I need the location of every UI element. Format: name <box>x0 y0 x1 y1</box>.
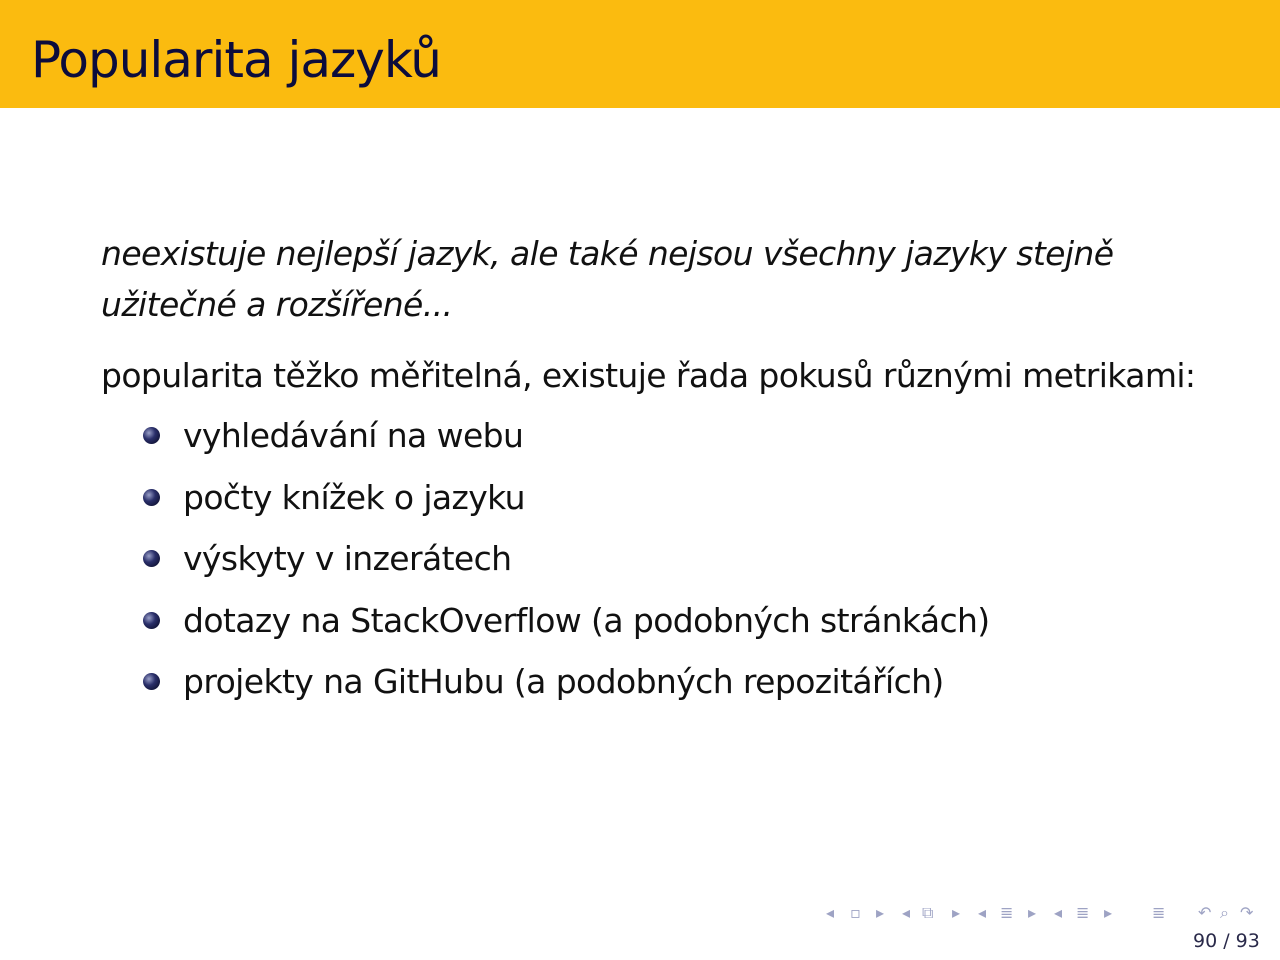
arrow-right-icon[interactable]: ▸ <box>952 903 961 922</box>
page-number: 90 / 93 <box>1193 930 1260 952</box>
arrow-left-icon[interactable]: ◂ <box>826 903 835 922</box>
subsection-icon[interactable]: ⧉ <box>922 903 934 922</box>
list-item <box>101 405 1201 467</box>
search-icon[interactable]: ⌕ <box>1220 903 1229 922</box>
bullet-icon <box>143 489 160 506</box>
back-icon[interactable]: ↶ <box>1198 903 1212 922</box>
slide-body <box>101 228 1201 713</box>
list-item-label: dotazy na StackOverflow (a podobných stránkách) <box>183 600 990 640</box>
list-item <box>101 590 1201 652</box>
list-item-label: projekty na GitHubu (a podobných repozitářích) <box>183 662 944 701</box>
navigation-bar <box>826 900 1276 926</box>
list-item-label: výskyty v inzerátech <box>183 539 512 578</box>
bullet-icon <box>143 612 160 629</box>
arrow-right-icon[interactable]: ▸ <box>876 903 885 922</box>
list-item <box>101 467 1201 529</box>
list-item <box>101 528 1201 590</box>
slide-title: Popularita jazyků <box>31 31 441 89</box>
arrow-right-icon[interactable]: ▸ <box>1028 903 1037 922</box>
list-item-label: počty knížek o jazyku <box>183 477 525 517</box>
section-icon[interactable]: ≣ <box>1076 903 1090 922</box>
paragraph-text: popularita těžko měřitelná, existuje řada pokusů různými metrikami: <box>101 356 1196 395</box>
bullet-list <box>101 405 1201 713</box>
bullet-icon <box>143 550 160 567</box>
arrow-left-icon[interactable]: ◂ <box>1054 903 1063 922</box>
forward-icon[interactable]: ↷ <box>1240 903 1254 922</box>
bullet-icon <box>143 427 160 444</box>
intro-text: neexistuje nejlepší jazyk, ale také nejsou všechny jazyky stejně užitečné a rozšířené... <box>101 234 1114 324</box>
list-item <box>101 651 1201 713</box>
bullet-icon <box>143 673 160 690</box>
slide-header <box>0 0 1280 108</box>
arrow-right-icon[interactable]: ▸ <box>1104 903 1113 922</box>
document-icon[interactable]: ≣ <box>1152 903 1166 922</box>
list-item-label: vyhledávání na webu <box>183 416 524 455</box>
arrow-left-icon[interactable]: ◂ <box>902 903 911 922</box>
arrow-left-icon[interactable]: ◂ <box>978 903 987 922</box>
frame-icon[interactable]: ▫ <box>850 903 861 922</box>
section-icon[interactable]: ≣ <box>1000 903 1014 922</box>
